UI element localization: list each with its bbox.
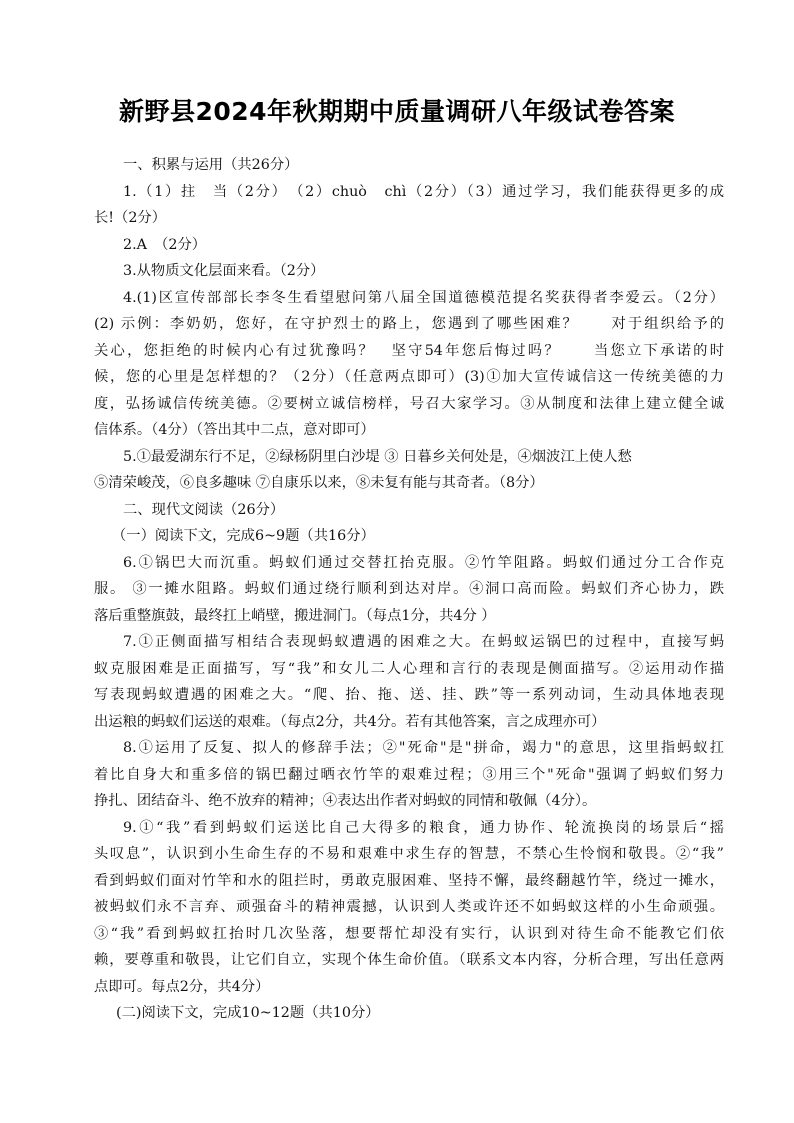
answer-line: 挣扎、团结奋斗、绝不放弃的精神；④表达出作者对蚂蚁的同情和敬佩（4分）。 (94, 793, 597, 809)
answer-line: 蚁克服困难是正面描写，写“我”和女儿二人心理和言行的表现是侧面描写。②运用动作描 (94, 660, 724, 677)
answer-line: 4.(1)区宣传部部长李冬生看望慰问第八届全国道德模范提名奖获得者李爱云。（2分） (123, 289, 724, 306)
page-title: 新野县2024年秋期期中质量调研八年级试卷答案 (118, 97, 676, 126)
answer-line: 看到蚂蚁们面对竹竿和水的阻拦时，勇敢克服困难、坚持不懈，最终翻越竹竿，绕过一摊水， (94, 872, 724, 889)
answer-line: 服。 ③一摊水阻路。蚂蚁们通过绕行顺利到达对岸。④洞口高而险。蚂蚁们齐心协力，跌 (94, 581, 724, 597)
section-heading-2: 二、现代文阅读（26分） (123, 501, 285, 518)
answer-line: 信体系。（4分）（答出其中二点，意对即可） (94, 422, 375, 438)
answer-line: 长!（2分） (94, 210, 167, 226)
answer-line: 8.①运用了反复、拟人的修辞手法；②"死命"是"拼命，竭力"的意思，这里指蚂蚁扛 (123, 740, 724, 756)
answer-line: 2.A （2分） (123, 236, 207, 253)
answer-line: 5.①最爱湖东行不足，②绿杨阴里白沙堤 ③ 日暮乡关何处是，④烟波江上使人愁 (123, 448, 632, 465)
answer-line: 候，您的心里是怎样想的？（2分）（任意两点即可）(3)①加大宣传诚信这一传统美德的力 (94, 369, 724, 385)
answer-line: 写表现蚂蚁遭遇的困难之大。“爬、抬、拖、送、挂、跌”等一系列动词，生动具体地表现 (94, 687, 724, 703)
answer-line: 6.①锅巴大而沉重。蚂蚁们通过交替扛抬克服。②竹竿阻路。蚂蚁们通过分工合作克 (123, 554, 724, 571)
answer-line: 1.（1）拄 当（2分） （2）chuò chì（2分）（3）通过学习，我们能获得更多的成 (123, 183, 724, 200)
answer-line: 赖，要尊重和敬畏，让它们自立，实现个体生命价值。（联系文本内容，分析合理，写出任意两 (94, 952, 724, 968)
answer-line: 被蚂蚁们永不言弃、顽强奋斗的精神震撼，认识到人类或许还不如蚂蚁这样的小生命顽强。 (94, 899, 724, 915)
answer-line: 出运粮的蚂蚁们运送的艰难。（每点2分，共4分。若有其他答案，言之成理亦可） (94, 713, 606, 730)
subsection-heading: (二)阅读下文，完成10~12题（共10分） (116, 1005, 380, 1021)
answer-content (94, 152, 724, 1027)
answer-line: 3.从物质文化层面来看。（2分） (123, 263, 325, 279)
section-heading-1: 一、积累与运用（共26分） (123, 157, 299, 173)
answer-line: 关心，您拒绝的时候内心有过犹豫吗？ 坚守54年您后悔过吗？ 当您立下承诺的时 (94, 342, 724, 359)
answer-line: ③“我”看到蚂蚁扛抬时几次坠落，想要帮忙却没有实行，认识到对待生命不能教它们依 (94, 925, 724, 942)
answer-line: 头叹息”，认识到小生命生存的不易和艰难中求生存的智慧，不禁心生怜悯和敬畏。②“我” (94, 846, 724, 862)
answer-line: (2) 示例：李奶奶，您好，在守护烈士的路上，您遇到了哪些困难？ 对于组织给予的 (94, 316, 724, 332)
answer-line: 度，弘扬诚信传统美德。②要树立诚信榜样，号召大家学习。③从制度和法律上建立健全诚 (94, 395, 724, 412)
answer-line: 7.①正侧面描写相结合表现蚂蚁遭遇的困难之大。在蚂蚁运锅巴的过程中，直接写蚂 (123, 634, 724, 650)
answer-line: 着比自身大和重多倍的锅巴翻过晒衣竹竿的艰难过程；③用三个"死命"强调了蚂蚁们努力 (94, 766, 724, 783)
subsection-heading: （一）阅读下文，完成6~9题（共16分） (112, 528, 375, 544)
answer-line: 9.①“我”看到蚂蚁们运送比自己大得多的粮食，通力协作、轮流换岗的场景后“摇 (123, 819, 724, 836)
answer-line: 落后重整旗鼓，最终扛上峭壁，搬进洞门。（每点1分，共4分 ） (94, 607, 496, 624)
answer-line: ⑤清荣峻茂，⑥良多趣味 ⑦自康乐以来，⑧未复有能与其奇者。（8分） (94, 475, 544, 491)
answer-line: 点即可。每点2分，共4分） (94, 978, 270, 995)
